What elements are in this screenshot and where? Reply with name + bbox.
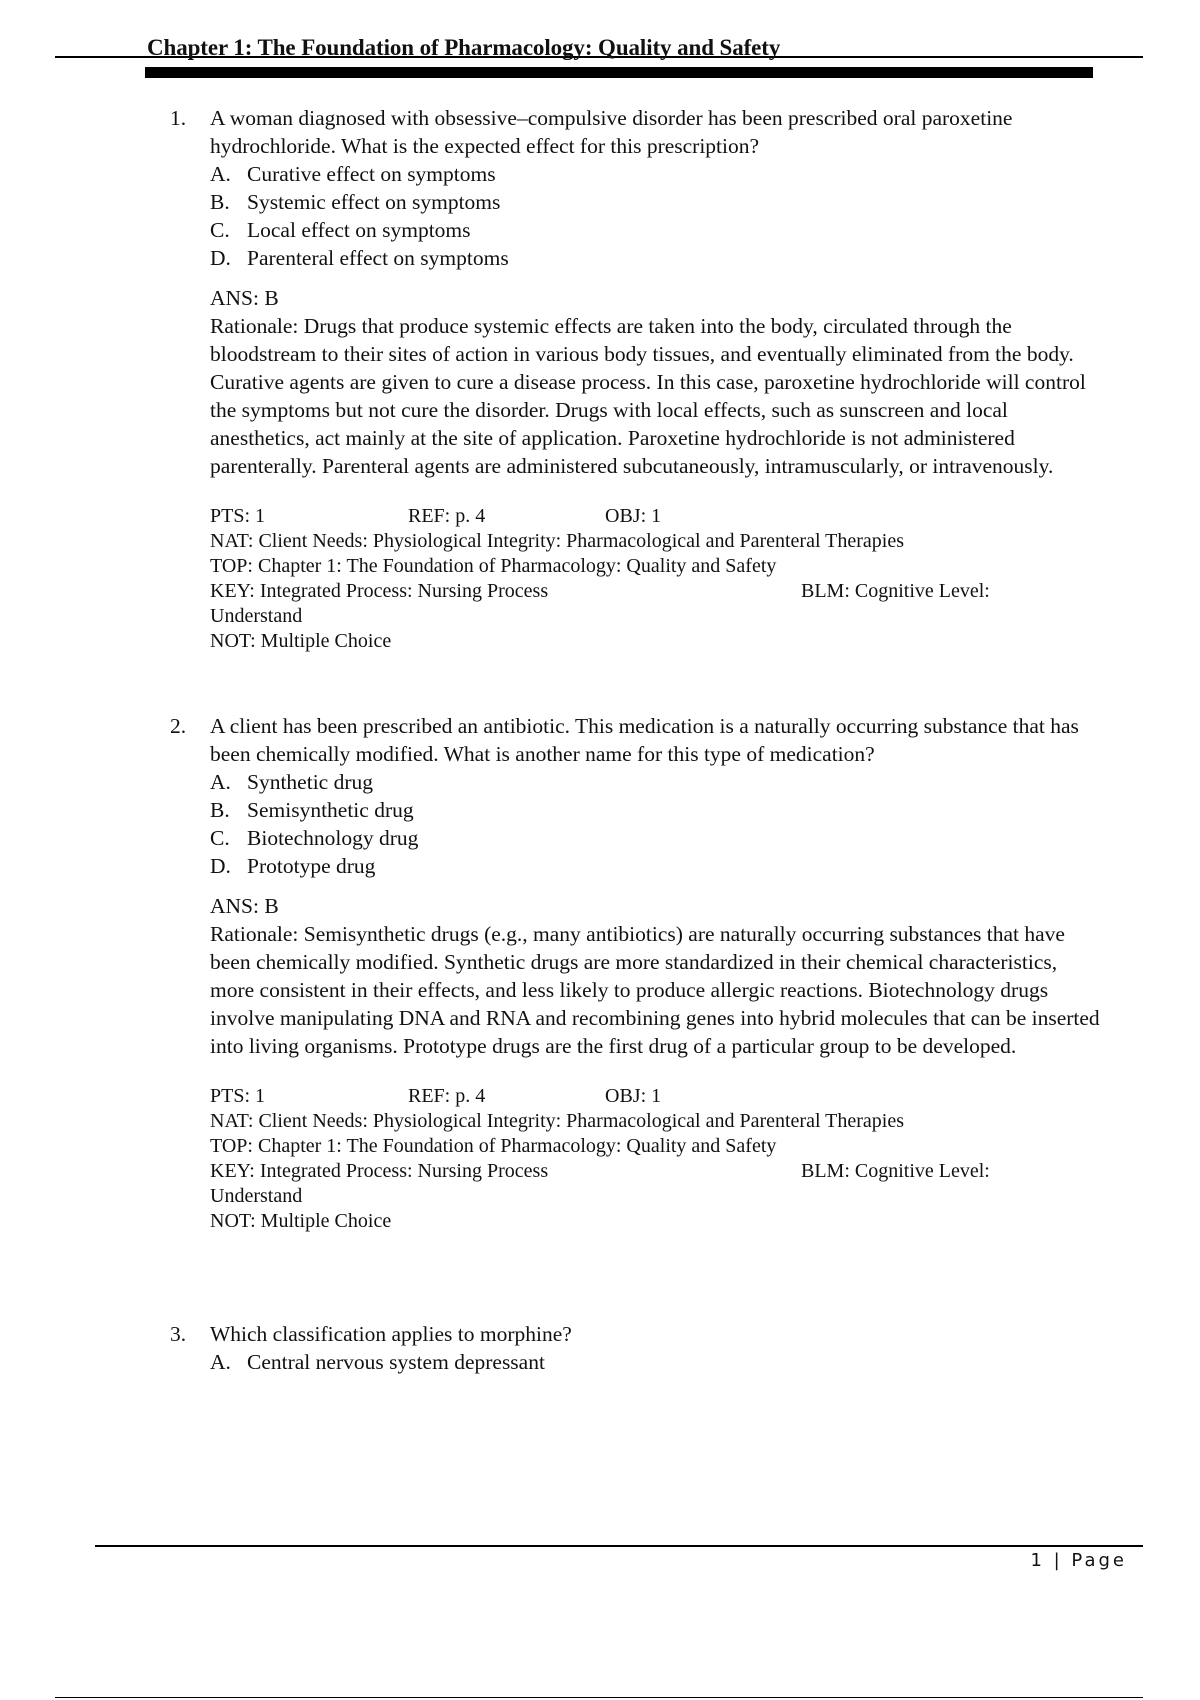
option-a <box>210 1348 1105 1376</box>
option-d <box>210 244 1105 272</box>
option-b <box>210 796 1105 824</box>
rationale: Rationale: Semisynthetic drugs (e.g., many antibiotics) are naturally occurring substances that have been chemically modified. Synthetic drugs are more standardized in their chemical characteristics, more consistent in their effects, and less likely to produce allergic reactions. Biotechnology drugs involve manipulating DNA and RNA and recombining genes into hybrid molecules that can be inserted into living organisms. Prototype drugs are the first drug of a particular group to be developed. <box>210 922 1100 1058</box>
meta-not: NOT: Multiple Choice <box>210 1210 392 1232</box>
question-text: A woman diagnosed with obsessive–compulsive disorder has been prescribed oral paroxetine hydrochloride. What is the expected effect for this prescription? <box>210 106 1013 158</box>
header-thick-bar <box>145 67 1093 78</box>
question-metadata <box>210 504 1105 654</box>
meta-pts: PTS: 1 <box>210 1085 266 1107</box>
option-a <box>210 768 1105 796</box>
option-text: Curative effect on symptoms <box>247 162 496 186</box>
meta-row-pts <box>210 1084 1105 1109</box>
page-bottom-rule <box>55 1697 1143 1698</box>
answer-options <box>170 160 1105 272</box>
option-c <box>210 824 1105 852</box>
option-text: Prototype drug <box>247 854 376 878</box>
answer-key: ANS: B <box>210 894 279 918</box>
meta-nat: NAT: Client Needs: Physiological Integrity: Pharmacological and Parenteral Therapies <box>210 530 905 552</box>
question-3 <box>170 1320 1105 1376</box>
option-letter: B. <box>210 798 230 822</box>
meta-pts: PTS: 1 <box>210 505 266 527</box>
question-text: Which classification applies to morphine? <box>210 1322 572 1346</box>
meta-key: KEY: Integrated Process: Nursing Process <box>210 580 549 602</box>
question-number: 1. <box>170 106 187 130</box>
option-letter: D. <box>210 246 231 270</box>
answer-block <box>170 284 1105 654</box>
answer-block <box>170 892 1105 1234</box>
option-letter: B. <box>210 190 230 214</box>
meta-ref: REF: p. 4 <box>408 1085 486 1107</box>
option-a <box>210 160 1105 188</box>
question-metadata <box>210 1084 1105 1234</box>
option-text: Biotechnology drug <box>247 826 419 850</box>
meta-obj: OBJ: 1 <box>605 505 662 527</box>
meta-blm-continued: Understand <box>210 1185 303 1207</box>
option-text: Parenteral effect on symptoms <box>247 246 509 270</box>
answer-options <box>170 768 1105 880</box>
option-letter: A. <box>210 770 231 794</box>
option-b <box>210 188 1105 216</box>
meta-ref: REF: p. 4 <box>408 505 486 527</box>
answer-key: ANS: B <box>210 286 279 310</box>
meta-not: NOT: Multiple Choice <box>210 630 392 652</box>
option-text: Systemic effect on symptoms <box>247 190 501 214</box>
option-text: Synthetic drug <box>247 770 373 794</box>
question-2 <box>170 712 1105 1234</box>
meta-row-key <box>210 579 1105 604</box>
option-d <box>210 852 1105 880</box>
question-stem <box>170 1320 1105 1348</box>
option-letter: C. <box>210 218 230 242</box>
option-text: Local effect on symptoms <box>247 218 471 242</box>
meta-top: TOP: Chapter 1: The Foundation of Pharmacology: Quality and Safety <box>210 555 777 577</box>
chapter-title: Chapter 1: The Foundation of Pharmacology: Quality and Safety <box>147 35 781 60</box>
meta-top: TOP: Chapter 1: The Foundation of Pharmacology: Quality and Safety <box>210 1135 777 1157</box>
meta-obj: OBJ: 1 <box>605 1085 662 1107</box>
meta-row-pts <box>210 504 1105 529</box>
meta-nat: NAT: Client Needs: Physiological Integrity: Pharmacological and Parenteral Therapies <box>210 1110 905 1132</box>
option-letter: A. <box>210 1350 231 1374</box>
meta-blm: BLM: Cognitive Level: <box>801 580 990 602</box>
footer-rule <box>95 1545 1143 1547</box>
meta-blm-continued: Understand <box>210 605 303 627</box>
page-number: 1 | Page <box>1030 1550 1127 1571</box>
question-stem <box>170 712 1105 768</box>
question-text: A client has been prescribed an antibiotic. This medication is a naturally occurring substance that has been chemically modified. What is another name for this type of medication? <box>210 714 1079 766</box>
meta-key: KEY: Integrated Process: Nursing Process <box>210 1160 549 1182</box>
answer-options <box>170 1348 1105 1376</box>
question-number: 3. <box>170 1322 187 1346</box>
option-letter: C. <box>210 826 230 850</box>
rationale: Rationale: Drugs that produce systemic effects are taken into the body, circulated through the bloodstream to their sites of action in various body tissues, and eventually eliminated from the body. Curative agents are given to cure a disease process. In this case, paroxetine hydrochloride will control the symptoms but not cure the disorder. Drugs with local effects, such as sunscreen and local anesthetics, act mainly at the site of application. Paroxetine hydrochloride is not administered parenterally. Parenteral agents are administered subcutaneously, intramuscularly, or intravenously. <box>210 314 1086 478</box>
option-letter: A. <box>210 162 231 186</box>
meta-row-key <box>210 1159 1105 1184</box>
option-letter: D. <box>210 854 231 878</box>
question-1 <box>170 104 1105 654</box>
option-c <box>210 216 1105 244</box>
question-stem <box>170 104 1105 160</box>
meta-blm: BLM: Cognitive Level: <box>801 1160 990 1182</box>
option-text: Central nervous system depressant <box>247 1350 545 1374</box>
option-text: Semisynthetic drug <box>247 798 414 822</box>
question-number: 2. <box>170 714 187 738</box>
